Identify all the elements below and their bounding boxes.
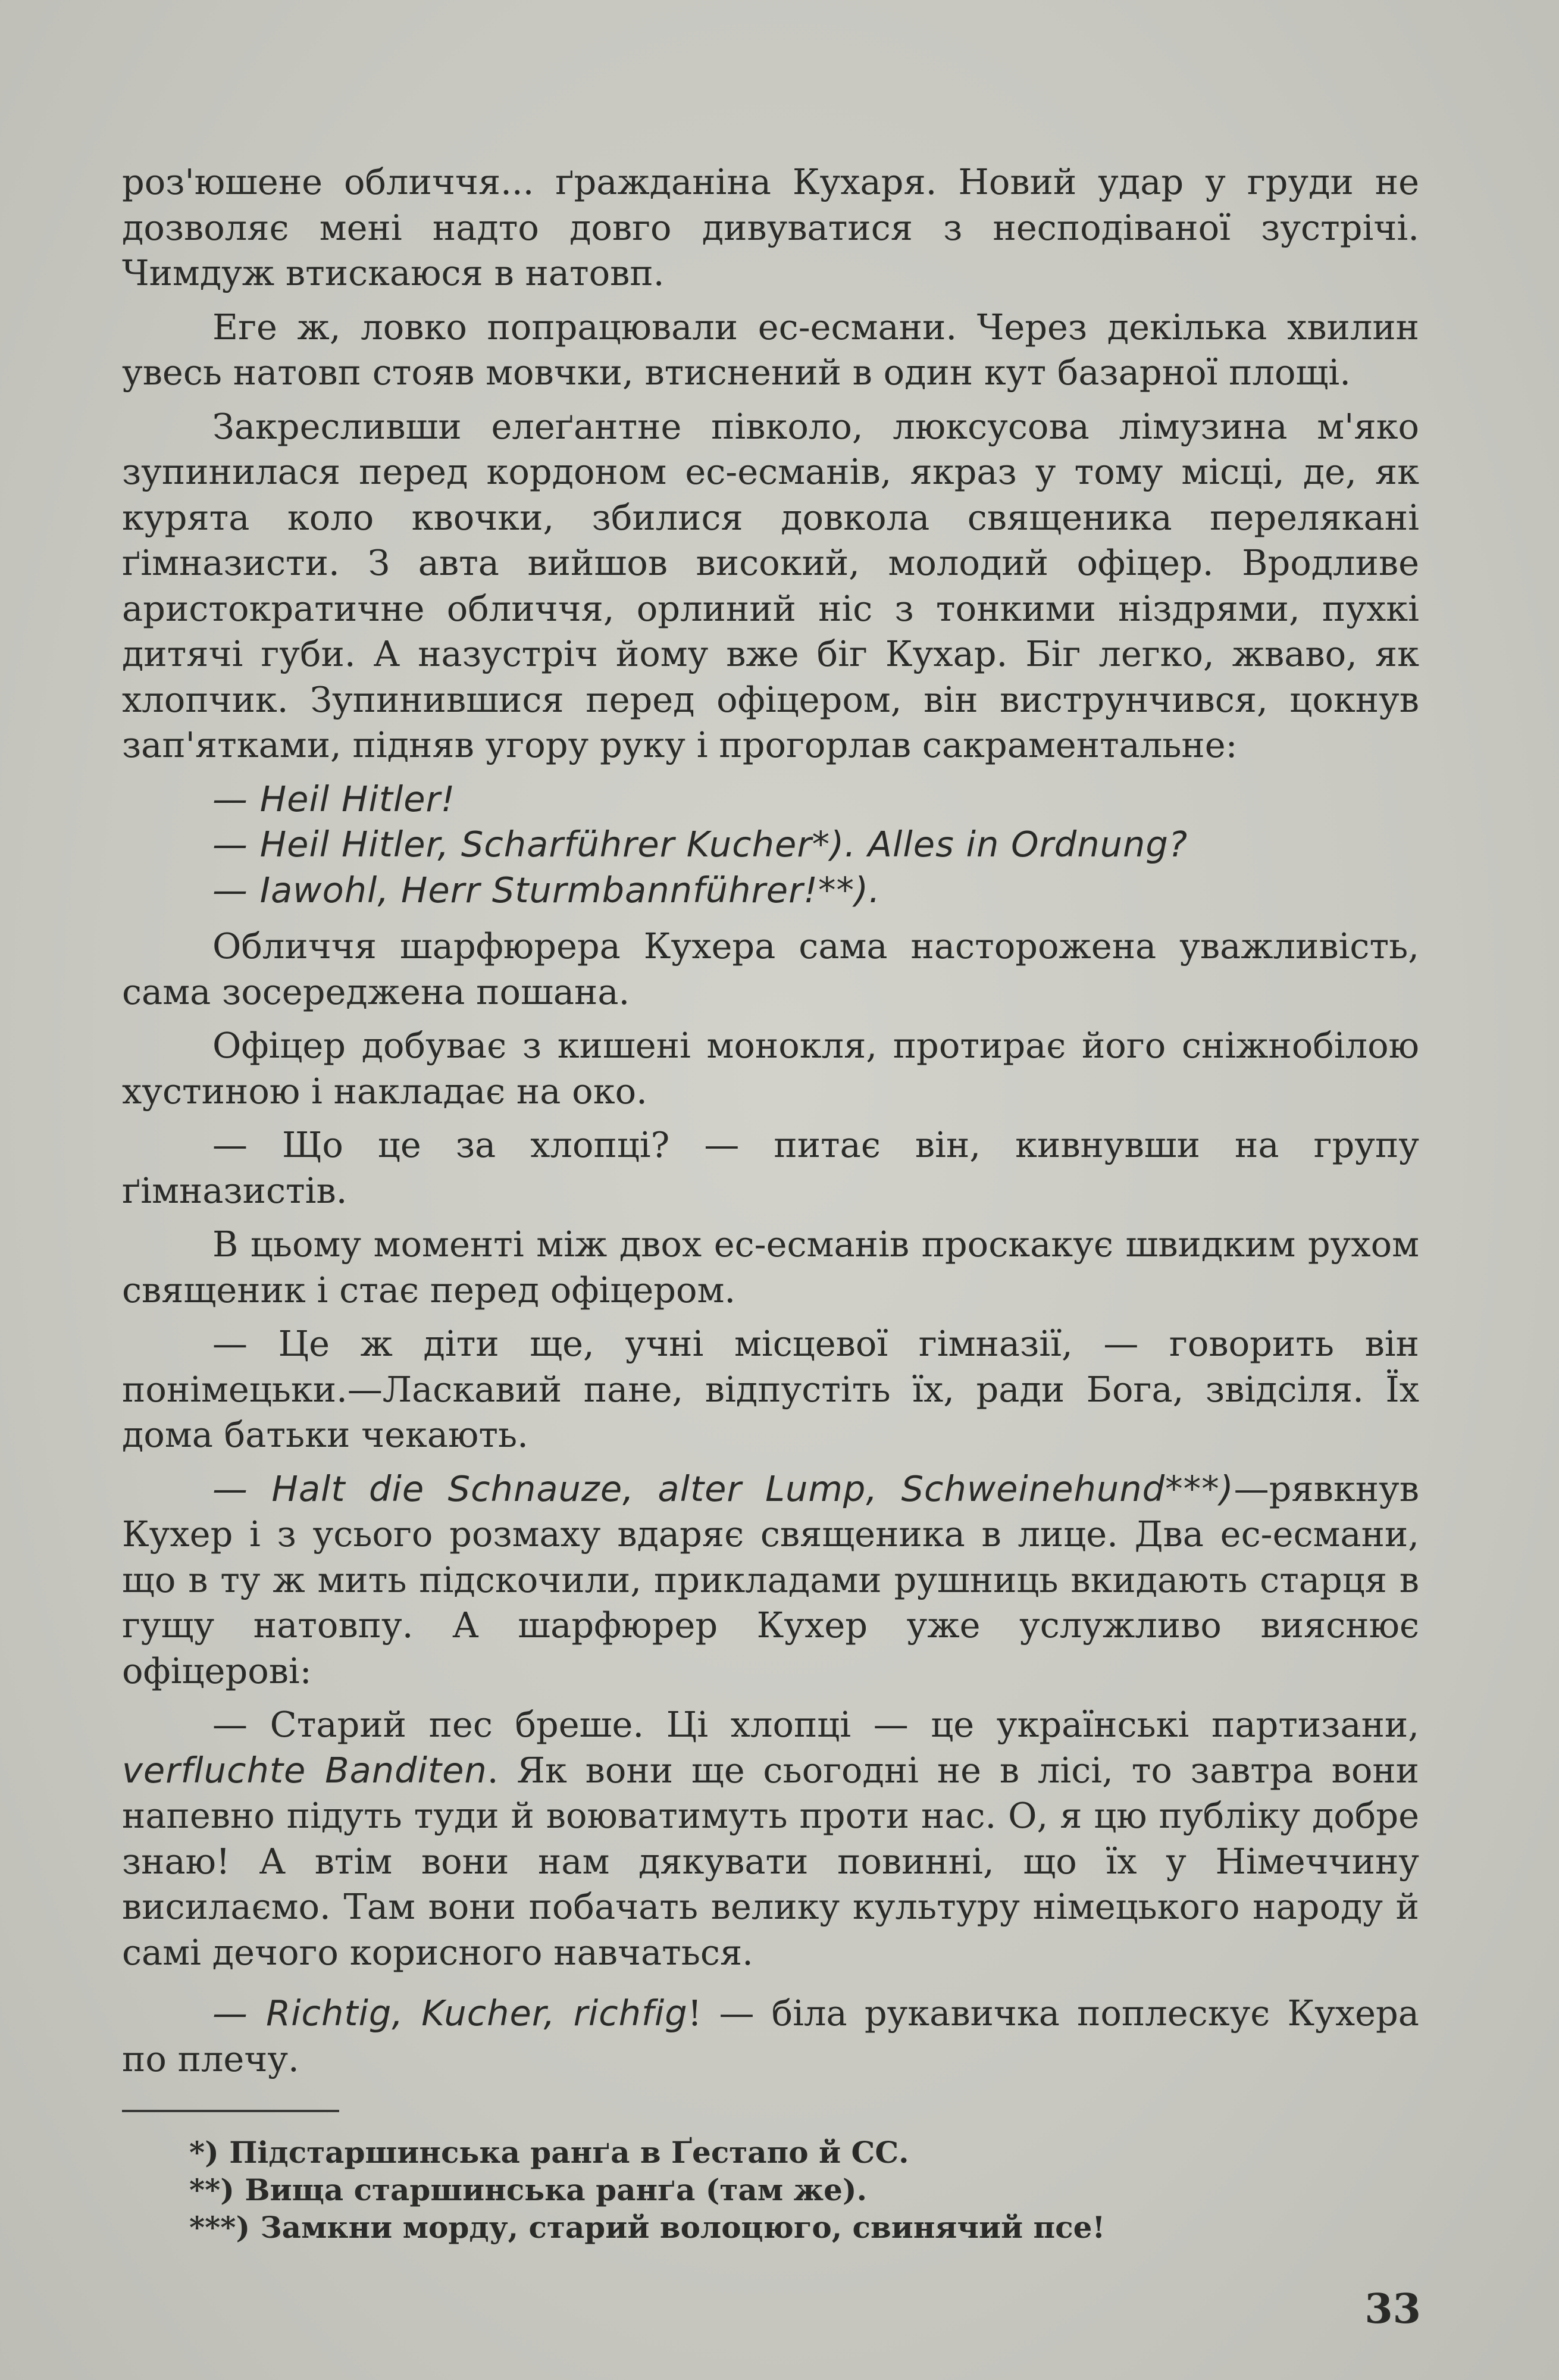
paragraph-old-dog bbox=[122, 1702, 1419, 1975]
paragraph-halt bbox=[122, 1466, 1419, 1694]
paragraph-3: Закресливши елеґантне півколо, люксусова лімузина м'яко зупинилася перед кордоном ес-есманів, якраз у тому місці, де, як курята коло квочки, збилися довкола священика перелякані ґімназисти. З авта вийшов високий, молодий офіцер. Вродливе аристократичне обличчя, орлиний ніс з тонкими ніздрями, пухкі дитячі губи. А назустріч йому вже біг Кухар. Біг легко, жваво, як хлопчик. Зупинившися перед офіцером, він виструнчився, цокнув зап'ятками, підняв угору руку і прогорлав сакраментальне: bbox=[122, 405, 1419, 765]
paragraph-monocle: Офіцер добуває з кишені монокля, протирає його сніжнобілою хустиною і накладає на око. bbox=[122, 1025, 1419, 1112]
richtig-rest: ! — біла рукавичка поплескує Кухера по плечу. bbox=[122, 1993, 1419, 2079]
paragraph-face: Обличчя шарфюрера Кухера сама насторожена уважливість, сама зосереджена пошана. bbox=[122, 925, 1419, 1012]
paragraph-richtig bbox=[122, 1991, 1419, 2082]
paragraph-2: Еге ж, ловко попрацювали ес-есмани. Через декілька хвилин увесь натовп стояв мовчки, втиснений в один кут базарної площі. bbox=[122, 306, 1419, 393]
paragraph-1: роз'юшене обличчя... ґражданіна Кухаря. Новий удар у груди не дозволяє мені надто довго дивуватися з несподіваної зустрічі. Чимдуж втискаюся в натовп. bbox=[122, 161, 1419, 293]
main-text bbox=[122, 159, 1419, 2090]
paragraph-priest: В цьому моменті між двох ес-есманів проскакує швидким рухом священик і стає перед офіцером. bbox=[122, 1224, 1419, 1311]
dialog-scharfuhrer: — Heil Hitler, Scharführer Kucher*). Alles in Ordnung? bbox=[212, 824, 1188, 865]
old-dog-italic: verfluchte Banditen bbox=[122, 1749, 487, 1791]
old-dog-after: . Як вони ще сьогодні не в лісі, то завтра вони напевно підуть туди й воюватимуть проти нас. О, я цю публіку добре знаю! А втім вони нам дякувати повинні, що їх у Німеччину висилаємо. Там вони побачать велику культуру німецького народу й самі дечого корисного навчаться. bbox=[122, 1749, 1419, 1973]
paragraph-children: — Це ж діти ще, учні місцевої гімназії, — говорить він понімецьки.—Ласкавий пане, відпустіть їх, ради Бога, звідсіля. Їх дома батьки чекають. bbox=[122, 1323, 1419, 1455]
richtig-italic: — Richtig, Kucher, richfig bbox=[212, 1993, 688, 2034]
footnote-3: ***) Замкни морду, старий волоцюго, свинячий псе! bbox=[189, 2210, 1106, 2245]
dialog-jawohl: — Iawohl, Herr Sturmbannführer!**). bbox=[212, 869, 881, 911]
dialog-heil-hitler: — Heil Hitler! bbox=[212, 778, 456, 820]
halt-rest: —рявкнув Кухер і з усього розмаху вдаряє священика в лице. Два ес-есмани, що в ту ж мить підскочили, прикладами рушниць вкидають старця в гущу натовпу. А шарфюрер Кухер уже услужливо вияснює офіцерові: bbox=[122, 1468, 1419, 1691]
footnote-2: **) Вища старшинська ранґа (там же). bbox=[189, 2172, 867, 2207]
footnote-1: *) Підстаршинська ранґа в Ґестапо й СС. bbox=[189, 2135, 909, 2170]
footnotes bbox=[189, 2134, 1320, 2246]
footnote-divider bbox=[122, 2110, 339, 2112]
old-dog-before: — Старий пес бреше. Ці хлопці — це українські партизани, bbox=[212, 1704, 1419, 1745]
paragraph-question: — Що це за хлопці? — питає він, кивнувши на групу ґімназистів. bbox=[122, 1124, 1419, 1211]
page-number: 33 bbox=[1364, 2285, 1421, 2333]
halt-italic: — Halt die Schnauze, alter Lump, Schweinehund***) bbox=[212, 1468, 1234, 1509]
